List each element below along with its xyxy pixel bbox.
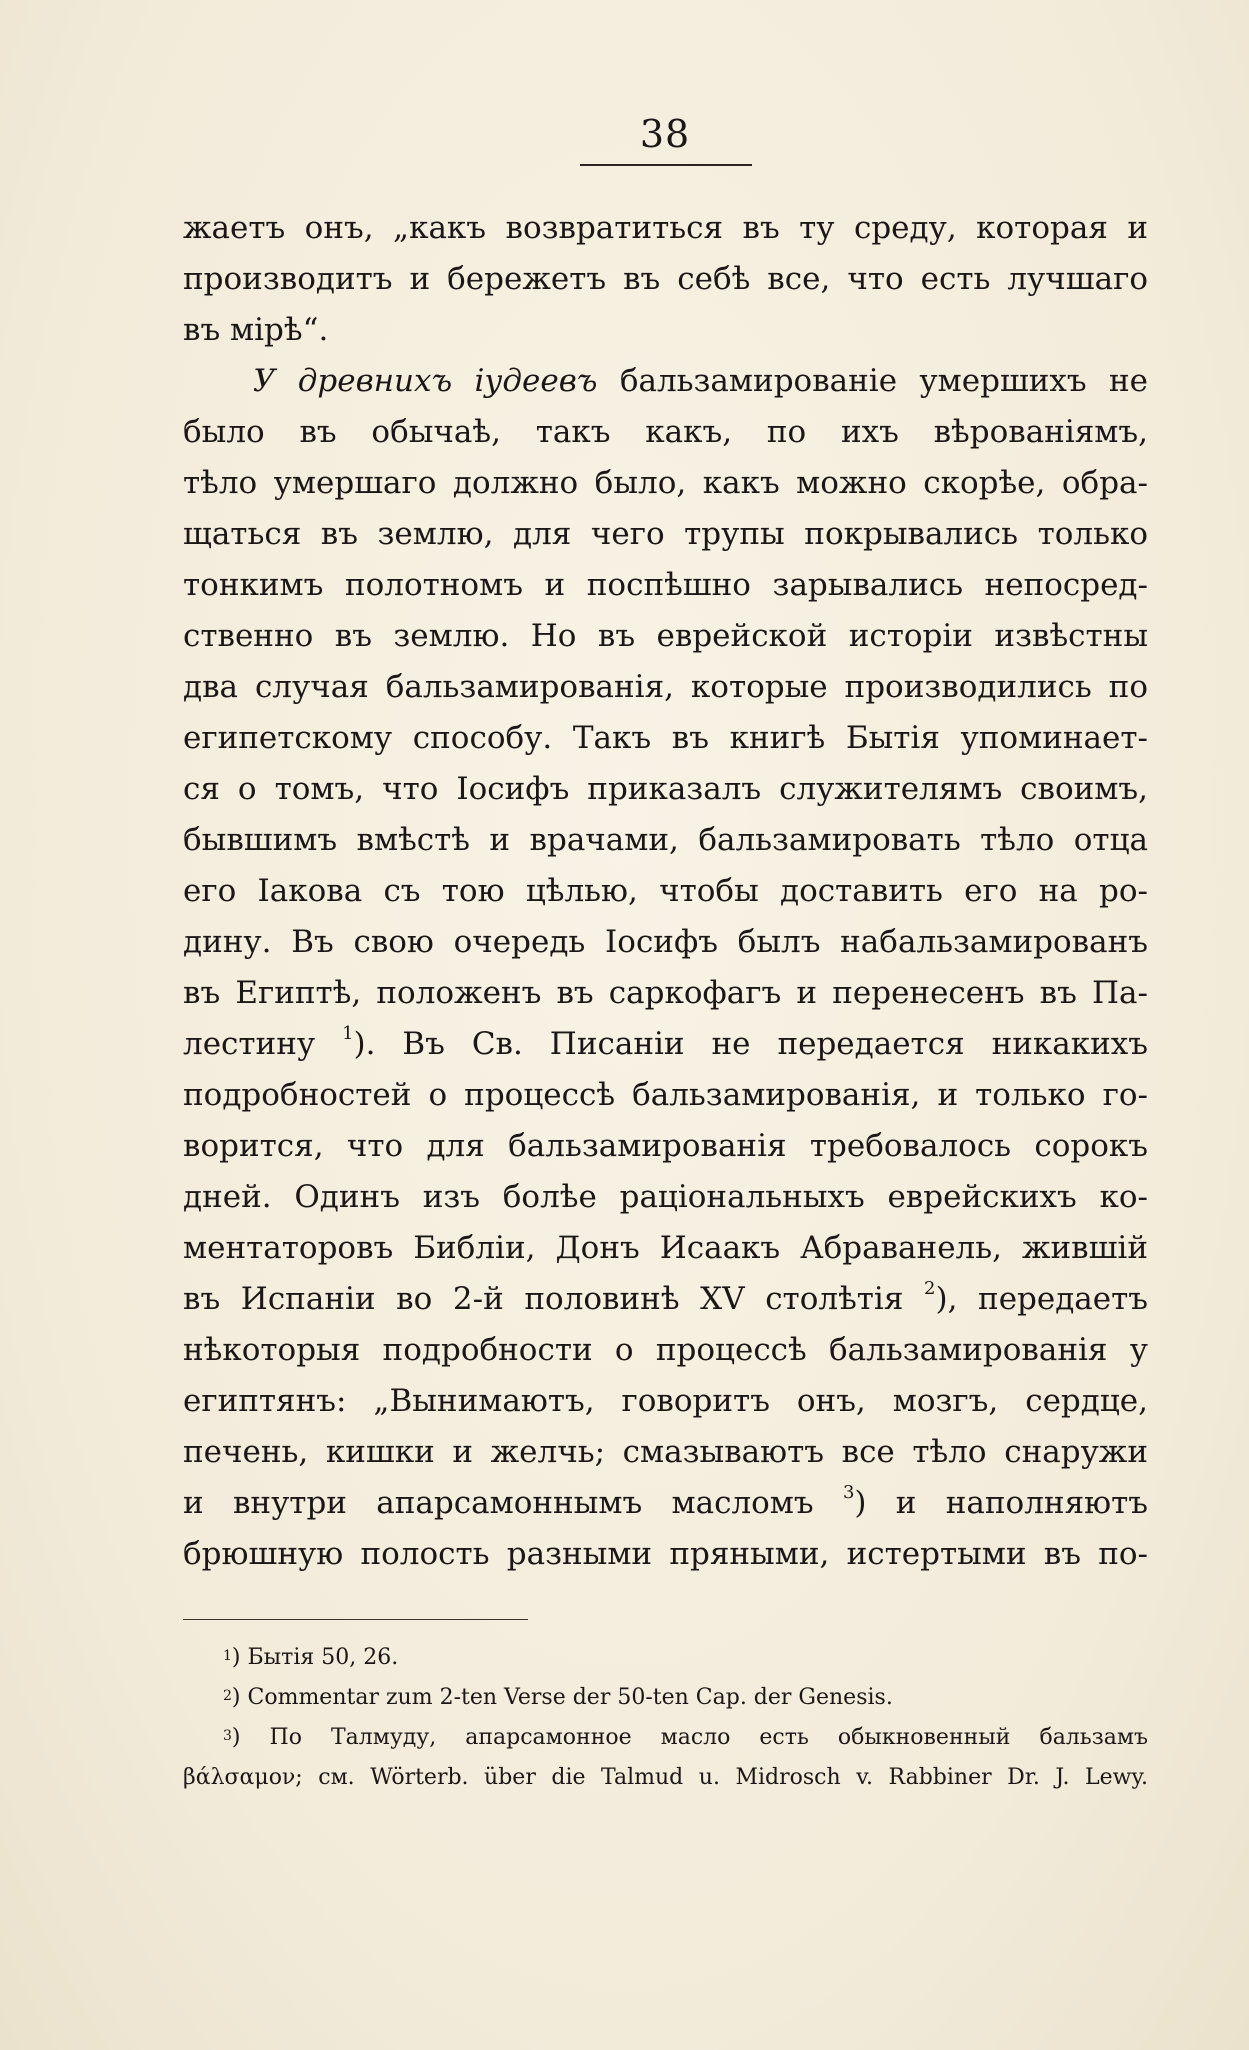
page-number: 38 bbox=[639, 112, 691, 156]
text-line: египетскому способу. Такъ въ книгѣ Бытія упоминает- bbox=[183, 720, 1148, 756]
text-line: его Іакова съ тою цѣлью, чтобы доставить его на ро- bbox=[183, 873, 1148, 909]
footnote-mark: 1 bbox=[223, 1648, 232, 1664]
text-line: тонкимъ полотномъ и поспѣшно зарывались непосред- bbox=[183, 567, 1148, 603]
text-line: было въ обычаѣ, такъ какъ, по ихъ вѣрованіямъ, bbox=[183, 414, 1148, 450]
footnote-mark: 2 bbox=[223, 1688, 232, 1704]
text-line: въ мірѣ“. bbox=[183, 312, 329, 348]
text-span: ) и наполняютъ bbox=[854, 1485, 1148, 1521]
italic-lead: У древнихъ іудеевъ bbox=[253, 363, 598, 399]
text-line: нѣкоторыя подробности о процессѣ бальзамированія у bbox=[183, 1332, 1148, 1368]
text-line: дину. Въ свою очередь Іосифъ былъ набальзамированъ bbox=[183, 924, 1148, 960]
footnote-1 bbox=[183, 1638, 1148, 1678]
footnote-text: ) Бытія 50, 26. bbox=[231, 1645, 399, 1670]
text-line: жаетъ онъ, „какъ возвратиться въ ту среду, которая и bbox=[183, 210, 1148, 246]
footnote-ref[interactable]: 3 bbox=[842, 1482, 855, 1503]
text-line: египтянъ: „Вынимаютъ, говоритъ онъ, мозгъ, сердце, bbox=[183, 1383, 1148, 1419]
text-line: ментаторовъ Библіи, Донъ Исаакъ Абраванель, жившій bbox=[183, 1230, 1148, 1266]
text-line: брюшную полость разными пряными, истертыми въ по- bbox=[183, 1536, 1148, 1572]
text-span: ). Въ Св. Писаніи не передается никакихъ bbox=[353, 1026, 1148, 1062]
text-line: дней. Одинъ изъ болѣе раціональныхъ еврейскихъ ко- bbox=[183, 1179, 1148, 1215]
text-span: въ Испаніи во 2-й половинѣ XV столѣтія bbox=[183, 1281, 904, 1317]
text-span: бальзамированіе умершихъ не bbox=[619, 363, 1148, 399]
text-line: печень, кишки и желчь; смазываютъ все тѣло снаружи bbox=[183, 1434, 1148, 1470]
text-line: щаться въ землю, для чего трупы покрывались только bbox=[183, 516, 1148, 552]
footnote-3 bbox=[183, 1718, 1148, 1758]
text-span: лестину bbox=[183, 1026, 316, 1062]
footnote-2 bbox=[183, 1678, 1148, 1718]
footnote-ref[interactable]: 2 bbox=[924, 1278, 936, 1299]
header-rule bbox=[580, 164, 752, 166]
text-line-with-footnote bbox=[183, 1019, 1148, 1070]
text-line: тѣло умершаго должно было, какъ можно скорѣе, обра- bbox=[183, 465, 1148, 501]
footnote-rule bbox=[183, 1619, 528, 1620]
text-line: ся о томъ, что Іосифъ приказалъ служителямъ своимъ, bbox=[183, 771, 1148, 807]
text-line: бывшимъ вмѣстѣ и врачами, бальзамировать тѣло отца bbox=[183, 822, 1148, 858]
footnote-3-continued bbox=[183, 1758, 1148, 1798]
text-span: ), передаетъ bbox=[935, 1281, 1148, 1317]
text-line: подробностей о процессѣ бальзамированія, и только го- bbox=[183, 1077, 1148, 1113]
text-line: въ Египтѣ, положенъ въ саркофагъ и перенесенъ въ Па- bbox=[183, 975, 1148, 1011]
text-line: ворится, что для бальзамированія требовалось сорокъ bbox=[183, 1128, 1148, 1164]
footnote-text: βάλσαμον; см. Wörterb. über die Talmud u. Midrosch v. Rabbiner Dr. J. Lewy. bbox=[183, 1765, 1148, 1790]
body-text bbox=[183, 203, 1148, 1580]
footnote-text: ) По Талмуду, апарсамонное масло есть обыкновенный бальзамъ bbox=[231, 1725, 1148, 1750]
footnotes bbox=[183, 1638, 1148, 1798]
text-line-with-footnote bbox=[183, 1274, 1148, 1325]
text-line-with-footnote bbox=[183, 1478, 1148, 1529]
paragraph-first-line bbox=[183, 356, 1148, 407]
footnote-mark: 3 bbox=[223, 1728, 232, 1744]
footnote-ref[interactable]: 1 bbox=[342, 1023, 354, 1044]
text-line: ственно въ землю. Но въ еврейской исторіи извѣстны bbox=[183, 618, 1148, 654]
footnote-text: ) Commentar zum 2-ten Verse der 50-ten Cap. der Genesis. bbox=[231, 1685, 893, 1710]
text-line: два случая бальзамированія, которые производились по bbox=[183, 669, 1148, 705]
text-span: и внутри апарсамоннымъ масломъ bbox=[183, 1485, 814, 1521]
text-line: производитъ и бережетъ въ себѣ все, что есть лучшаго bbox=[183, 261, 1148, 297]
